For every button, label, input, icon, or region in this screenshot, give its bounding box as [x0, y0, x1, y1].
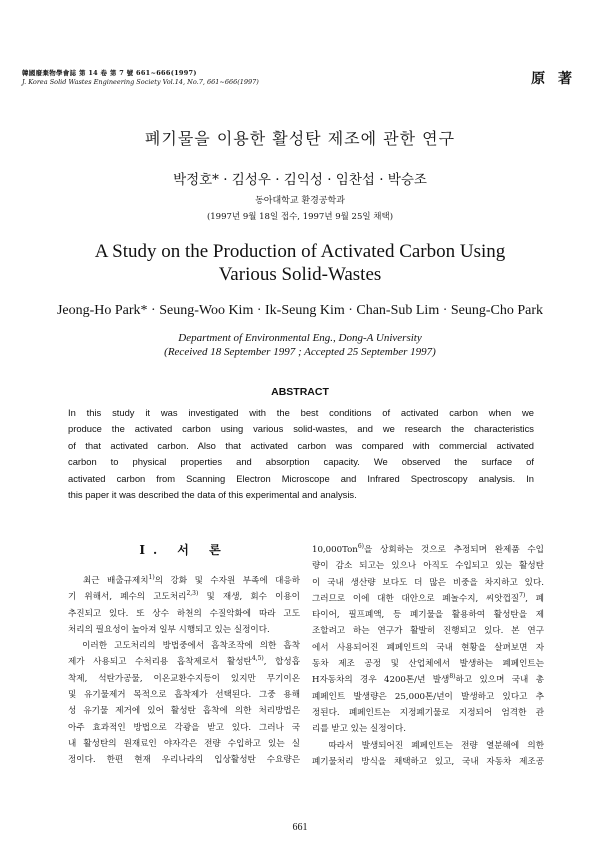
abstract-line: In this study it was investigated with the best conditions of activated carbon when we	[68, 407, 534, 418]
english-title	[0, 240, 600, 286]
korean-title: 폐기물을 이용한 활성탄 제조에 관한 연구	[144, 129, 456, 148]
body-line: 10,000Ton$^{6)}$을 상회하는 것으로 추정되며 완제품 수입	[312, 543, 544, 555]
body-line: 처리의 필요성이 높아져 일부 시행되고 있는 실정이다.	[68, 624, 270, 635]
english-authors: Jeong-Ho Park* · Seung-Woo Kim · Ik-Seung Kim · Chan-Sub Lim · Seung-Cho Park	[56, 303, 544, 318]
korean-affiliation: 동아대학교 환경공학과	[255, 196, 345, 206]
abstract-line: produce the activated carbon using various solid-wastes, and we research the characteristics	[68, 423, 534, 435]
abstract-line: of that activated carbon. Also that activated carbon was compared with commercial activated	[68, 439, 534, 451]
right-column	[312, 542, 544, 770]
body-line: 리를 받고 있는 실정이다.	[312, 724, 406, 735]
body-line: 정된다. 폐페인트는 지정폐기물로 지정되어 엄격한 관	[312, 707, 544, 718]
body-line: 최근 배출규제치$^{1)}$의 강화 및 수자원 부족에 대응하	[82, 574, 300, 586]
abstract-line: activated carbon from Scanning Electron Microscope and Infrared Spectroscopy analysis. In	[68, 472, 534, 484]
body-line: 량이 감소 되고는 있으나 아직도 수입되고 있는 활성탄	[312, 561, 544, 572]
abstract-line: carbon to physical properties and absorption capacity. We observed the surface of	[68, 456, 534, 468]
left-column	[68, 573, 300, 769]
english-title-line1: A Study on the Production of Activated Carbon Using	[94, 241, 506, 262]
body-line: 성 유기물 제거에 있어 활성탄 흡착에 의한 처리방법은	[68, 706, 300, 717]
body-line: 조할려고 하는 연구가 활발히 진행되고 있다. 본 연구	[312, 626, 544, 637]
korean-dates: (1997년 9월 18일 접수, 1997년 9월 25일 채택)	[206, 212, 394, 222]
english-affiliation: Department of Environmental Eng., Dong-A University	[178, 332, 422, 344]
body-line: H자동차의 경우 4200톤/년 발생$^{8)}$하고 있으며 국내 총	[312, 673, 544, 686]
body-line: 그러므로 이에 대한 대안으로 폐놀수지, 씨앗껍질$^{7)}$, 폐	[312, 591, 544, 604]
abstract-heading: ABSTRACT	[271, 386, 329, 398]
body-line: 기 위해서, 폐수의 고도처리$^{2,3)}$ 및 재생, 회수 이용이	[68, 590, 300, 603]
body-line: 및 유기물제거 목적으로 흡착제가 선택된다. 그중 용해	[68, 690, 300, 701]
body-line: 에서 사용되어진 폐페인트의 국내 현황을 살펴보면 자	[312, 642, 544, 653]
english-dates: (Received 18 September 1997 ; Accepted 25 September 1997)	[164, 346, 436, 358]
body-line: 따라서 발생되어진 폐페인트는 전량 열분해에 의한	[328, 740, 544, 751]
korean-authors: 박정호* · 김성우 · 김익성 · 임찬섭 · 박승조	[173, 172, 427, 188]
body-line: 동차 제조 공정 및 산업체에서 발생하는 폐페인트는	[312, 659, 544, 670]
journal-header-english: J. Korea Solid Wastes Engineering Society Vol.14, No.7, 661~666(1997)	[22, 78, 259, 86]
body-line: 아주 효과적인 방법으로 각광을 받고 있다. 그러나 국	[68, 722, 300, 733]
abstract-line: this paper it was described the data of this experimental and analysis.	[68, 489, 357, 501]
english-affiliation-block	[0, 331, 600, 359]
journal-header-korean: 韓國廢棄物學會誌 第 14 卷 第 7 號 661~666(1997)	[22, 69, 197, 77]
body-line: 이 국내 생산량 보다도 더 많은 비중을 차지하고 있다.	[312, 577, 544, 588]
english-title-line2: Various Solid-Wastes	[218, 264, 382, 285]
abstract-body	[68, 405, 534, 503]
section-heading-introduction: Ⅰ. 서 론	[139, 543, 229, 557]
journal-header	[22, 69, 259, 87]
body-line: 이러한 고도처리의 방법중에서 흡착조작에 의한 흡착	[82, 641, 300, 652]
body-line: 폐페인트 발생량은 25,000톤/년이 발생하고 있다고 추	[312, 691, 544, 702]
body-line: 착제, 석탄가공물, 이온교환수지등이 있지만 무기이온	[68, 673, 300, 684]
body-line: 추진되고 있다. 또 상수 하천의 수질악화에 따라 고도	[68, 608, 300, 619]
page-number: 661	[292, 822, 308, 833]
article-type-label: 原 著	[531, 71, 576, 87]
body-line: 타이어, 필프폐액, 등 폐기물을 활용하여 활성탄을 제	[312, 610, 544, 621]
body-line: 내 활성탄의 원재료인 야자각은 전량 수입하고 있는 실	[68, 738, 300, 749]
body-line: 제가 사용되고 수처리용 흡착제로서 활성탄$^{4,5)}$, 합성흡	[68, 655, 300, 668]
body-line: 정이다. 한편 현재 우리나라의 입상활성탄 수요량은	[68, 755, 300, 766]
body-line: 폐기물처리 방식을 채택하고 있고, 국내 자동차 제조공	[312, 756, 544, 767]
